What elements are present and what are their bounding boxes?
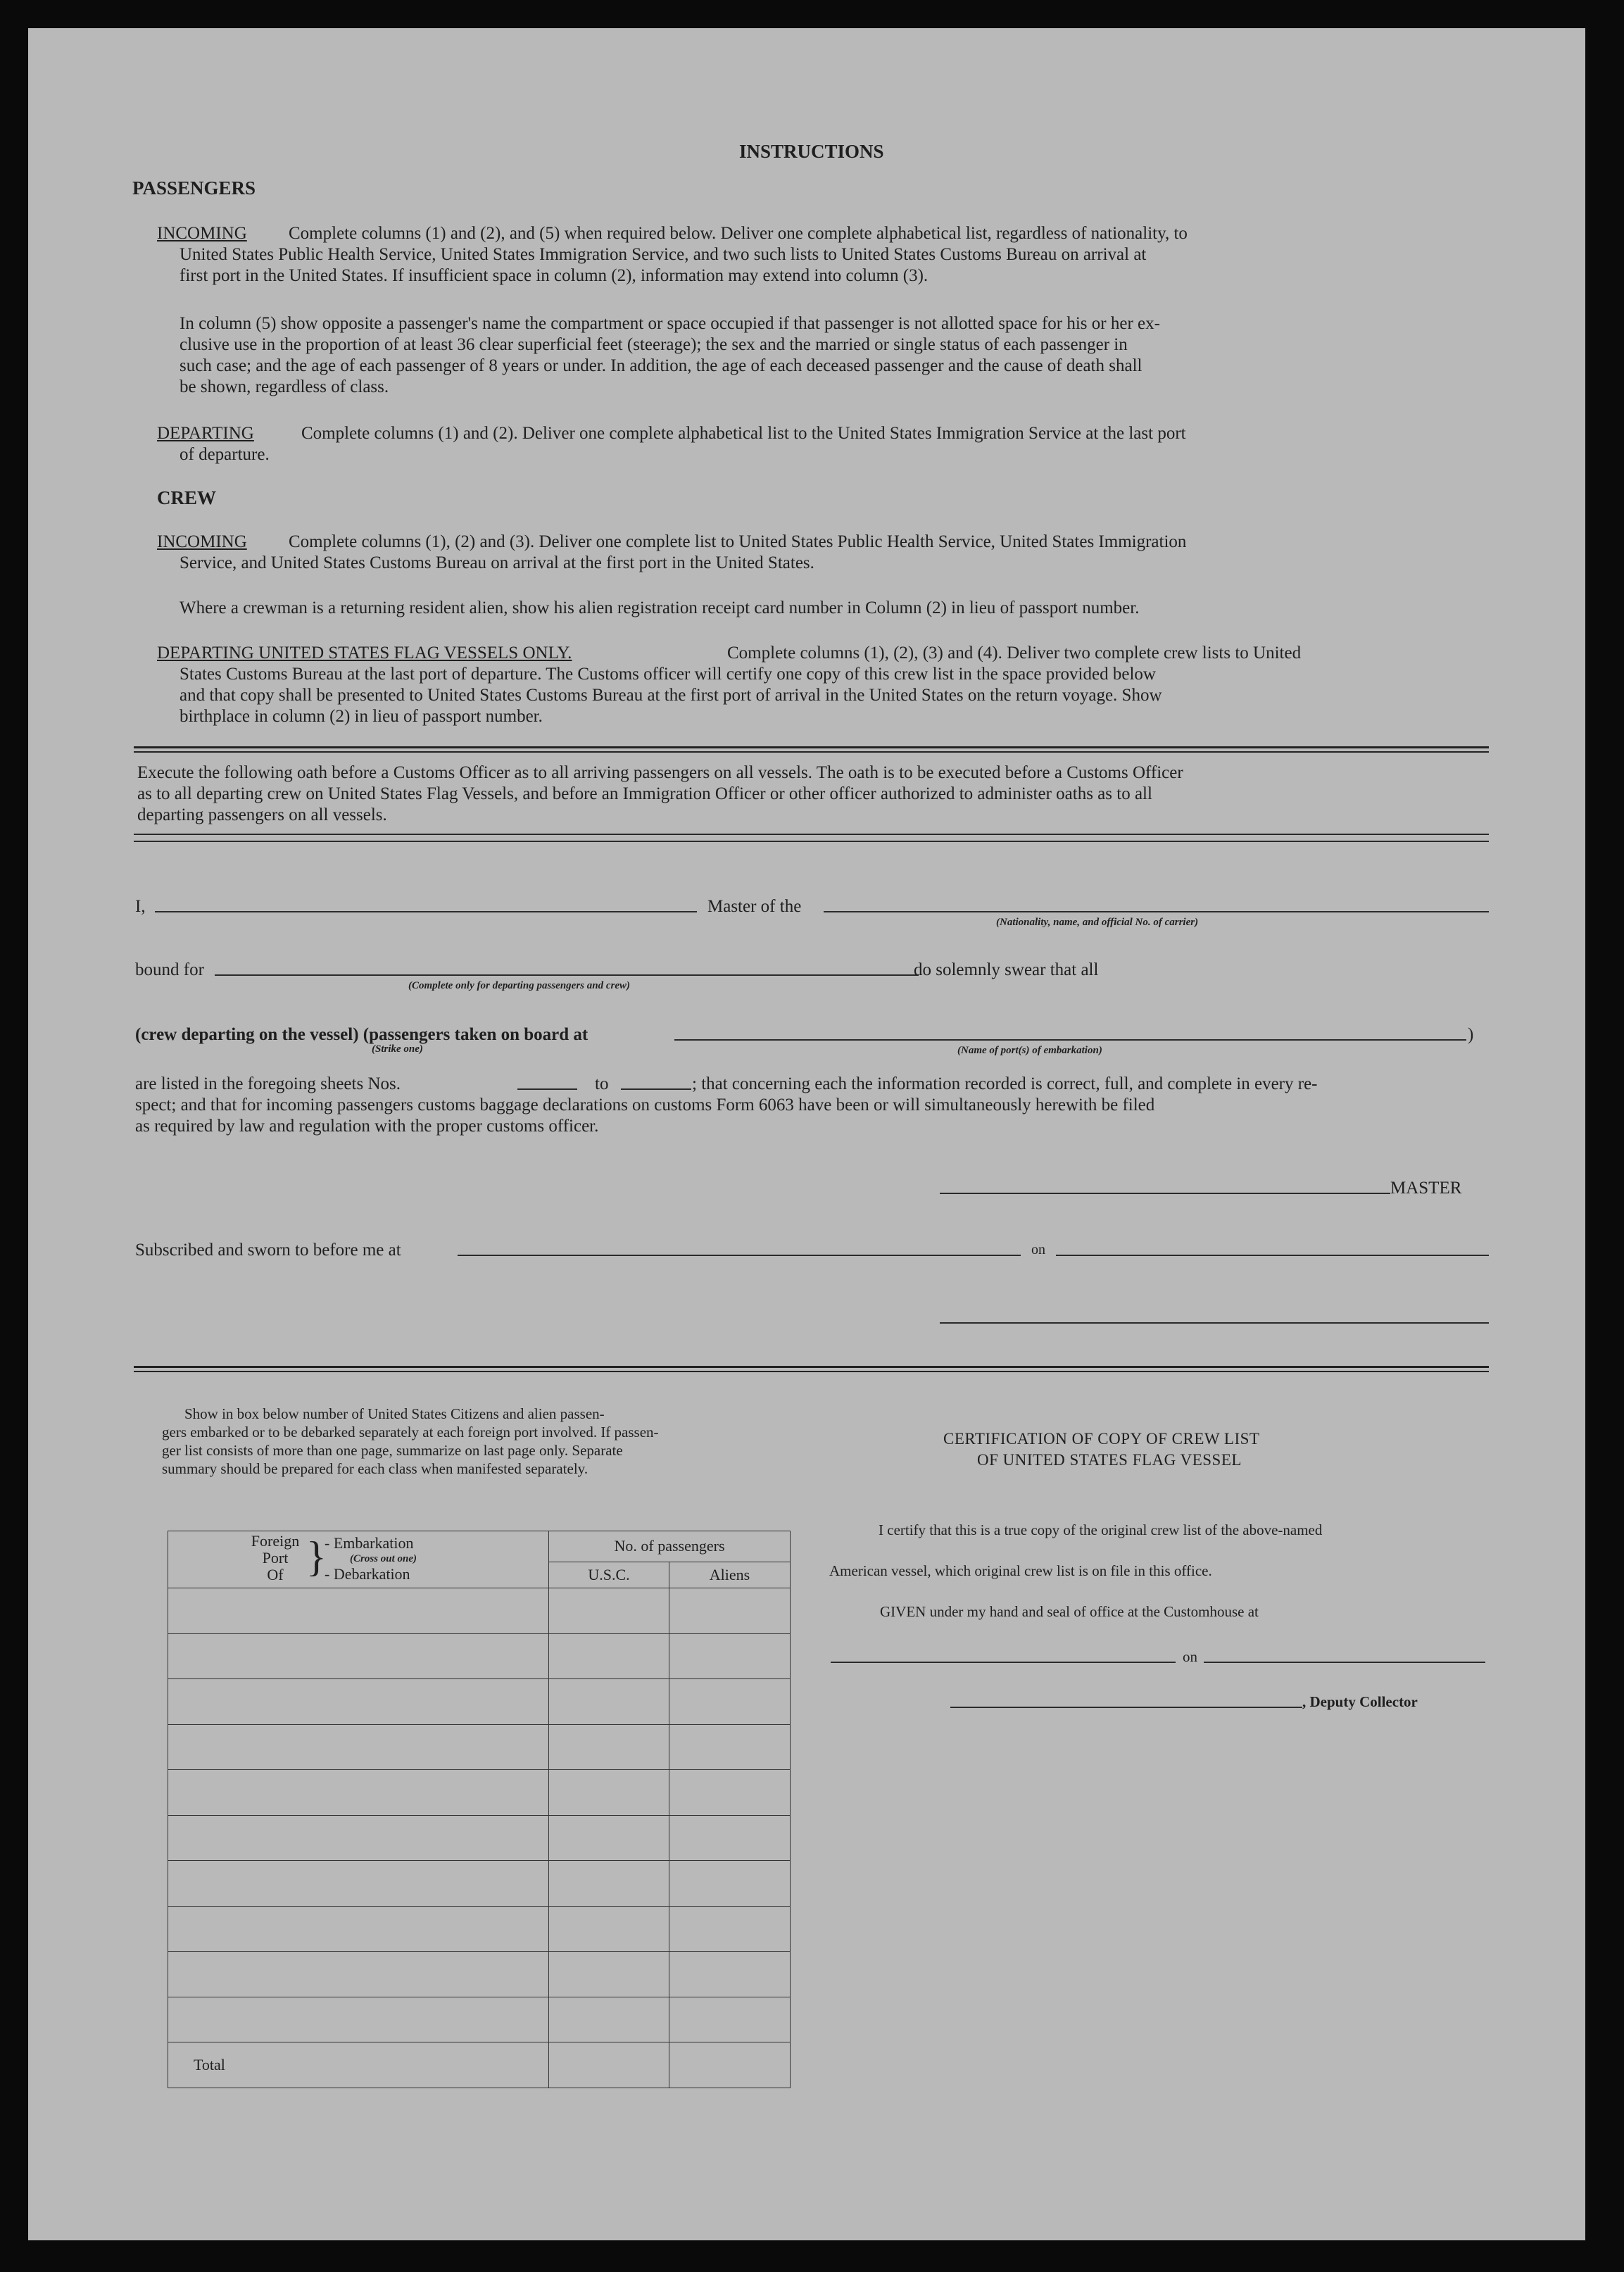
ports-note: (Name of port(s) of embarkation) — [957, 1045, 1102, 1056]
passengers-incoming-text: United States Public Health Service, United States Immigration Service, and two such lists to United States Customs Bureau on arrival at — [180, 245, 1147, 264]
usc-header: U.S.C. — [549, 1562, 669, 1588]
usc-cell[interactable] — [549, 1679, 669, 1725]
sheet-from-field[interactable] — [517, 1088, 577, 1090]
sheet-to-field[interactable] — [621, 1088, 691, 1090]
oath-i-label: I, — [135, 897, 146, 916]
crew-incoming-text: Complete columns (1), (2) and (3). Deliver one complete list to United States Public Health Service, United States Immigration — [289, 532, 1187, 551]
carrier-note: (Nationality, name, and official No. of carrier) — [996, 917, 1199, 928]
summary-note: summary should be prepared for each class when manifested separately. — [162, 1460, 588, 1477]
usc-cell[interactable] — [549, 1588, 669, 1634]
crew-departing-text: (crew departing on the vessel) (passengers taken on board at — [135, 1025, 588, 1044]
subscribed-label: Subscribed and sworn to before me at — [135, 1241, 401, 1260]
form-page — [28, 28, 1585, 2240]
aliens-cell[interactable] — [669, 1633, 791, 1679]
oath-body-text: as required by law and regulation with the proper customs officer. — [135, 1117, 599, 1136]
usc-cell[interactable] — [549, 1633, 669, 1679]
aliens-cell[interactable] — [669, 1588, 791, 1634]
oath-intro: Execute the following oath before a Customs Officer as to all arriving passengers on all vessels. The oath is to be executed before a Customs Officer — [137, 763, 1183, 782]
column5-text: be shown, regardless of class. — [180, 377, 389, 396]
certification-text: GIVEN under my hand and seal of office at the Customhouse at — [880, 1603, 1259, 1620]
port-cell[interactable] — [168, 1724, 549, 1770]
aliens-cell[interactable] — [669, 1770, 791, 1816]
brace-glyph: } — [306, 1533, 327, 1580]
certification-title: OF UNITED STATES FLAG VESSEL — [977, 1451, 1242, 1469]
section-divider — [134, 841, 1489, 842]
usc-cell[interactable] — [549, 1861, 669, 1907]
crew-departing-text: Complete columns (1), (2), (3) and (4). Deliver two complete crew lists to United — [727, 644, 1302, 663]
total-usc-cell[interactable] — [549, 2042, 669, 2088]
crew-incoming-label: INCOMING — [157, 532, 247, 551]
usc-cell[interactable] — [549, 1815, 669, 1861]
aliens-cell[interactable] — [669, 1815, 791, 1861]
usc-cell[interactable] — [549, 1770, 669, 1816]
customhouse-field[interactable] — [831, 1662, 1176, 1663]
crew-resident-text: Where a crewman is a returning resident alien, show his alien registration receipt card number in Column (2) in lieu of passport number. — [180, 598, 1140, 617]
port-cell[interactable] — [168, 1679, 549, 1725]
of-label: Of — [267, 1566, 284, 1583]
aliens-cell[interactable] — [669, 1724, 791, 1770]
master-label: MASTER — [1390, 1179, 1462, 1198]
certification-text: American vessel, which original crew list is on file in this office. — [829, 1562, 1212, 1579]
port-cell[interactable] — [168, 1997, 549, 2042]
certification-text: I certify that this is a true copy of the original crew list of the above-named — [879, 1521, 1323, 1538]
oath-intro: as to all departing crew on United States Flag Vessels, and before an Immigration Officer or other officer authorized to administer oaths as to all — [137, 784, 1152, 803]
passenger-summary-table — [168, 1531, 791, 2088]
bound-for-note: (Complete only for departing passengers and crew) — [408, 980, 630, 991]
foreign-label: Foreign — [251, 1532, 300, 1550]
swear-text: do solemnly swear that all — [914, 960, 1099, 979]
aliens-header: Aliens — [669, 1562, 791, 1588]
strike-one-note: (Strike one) — [372, 1043, 423, 1055]
sworn-date-field[interactable] — [1056, 1255, 1489, 1256]
carrier-field[interactable] — [824, 911, 1489, 912]
section-divider — [134, 746, 1489, 753]
deputy-signature-field[interactable] — [950, 1707, 1302, 1708]
certification-date-field[interactable] — [1204, 1662, 1485, 1663]
summary-note: Show in box below number of United States Citizens and alien passen- — [184, 1405, 605, 1422]
usc-cell[interactable] — [549, 1997, 669, 2042]
certification-on-label: on — [1183, 1648, 1197, 1665]
master-signature-field[interactable] — [940, 1193, 1390, 1194]
column5-text: clusive use in the proportion of at least 36 clear superficial feet (steerage); the sex and the married or single status of each passenger in — [180, 335, 1128, 354]
total-label: Total — [168, 2042, 549, 2088]
sworn-place-field[interactable] — [458, 1255, 1021, 1256]
oath-body-text: are listed in the foregoing sheets Nos. — [135, 1074, 401, 1093]
master-name-field[interactable] — [155, 911, 697, 912]
port-cell[interactable] — [168, 1588, 549, 1634]
crew-departing-text: States Customs Bureau at the last port of departure. The Customs officer will certify one copy of this crew list in the space provided below — [180, 665, 1156, 684]
passengers-heading: PASSENGERS — [132, 177, 256, 199]
passengers-incoming-text: first port in the United States. If insufficient space in column (2), information may extend into column (3). — [180, 266, 929, 285]
page-title: INSTRUCTIONS — [739, 141, 884, 162]
section-divider — [134, 1366, 1489, 1372]
summary-note: gers embarked or to be debarked separately at each foreign port involved. If passen- — [162, 1424, 659, 1441]
crew-heading: CREW — [157, 487, 217, 508]
port-cell[interactable] — [168, 1633, 549, 1679]
debarkation-label: - Debarkation — [325, 1565, 410, 1583]
crew-incoming-text: Service, and United States Customs Bureau on arrival at the first port in the United States. — [180, 553, 814, 572]
port-cell[interactable] — [168, 1906, 549, 1952]
port-header-cell — [168, 1531, 549, 1588]
aliens-cell[interactable] — [669, 1861, 791, 1907]
summary-note: ger list consists of more than one page, summarize on last page only. Separate — [162, 1442, 623, 1459]
oath-body-text: ; that concerning each the information recorded is correct, full, and complete in every re- — [692, 1074, 1318, 1093]
port-cell[interactable] — [168, 1861, 549, 1907]
port-cell[interactable] — [168, 1770, 549, 1816]
aliens-cell[interactable] — [669, 1952, 791, 1997]
column5-text: In column (5) show opposite a passenger's name the compartment or space occupied if that passenger is not allotted space for his or her ex- — [180, 314, 1160, 333]
port-cell[interactable] — [168, 1815, 549, 1861]
crew-departing-label: DEPARTING UNITED STATES FLAG VESSELS ONLY. — [157, 644, 572, 663]
passengers-incoming-text: Complete columns (1) and (2), and (5) when required below. Deliver one complete alphabetical list, regardless of nationality, to — [289, 224, 1188, 243]
passengers-departing-text: of departure. — [180, 445, 270, 464]
passengers-departing-label: DEPARTING — [157, 424, 254, 443]
master-of-label: Master of the — [707, 897, 802, 916]
deputy-collector-label: , Deputy Collector — [1302, 1693, 1418, 1710]
port-cell[interactable] — [168, 1952, 549, 1997]
section-divider — [134, 834, 1489, 835]
crew-departing-text: birthplace in column (2) in lieu of passport number. — [180, 707, 543, 726]
cross-out-note: (Cross out one) — [350, 1553, 417, 1564]
embarkation-ports-field[interactable] — [674, 1039, 1466, 1041]
close-paren: ) — [1468, 1025, 1474, 1044]
oath-body-text: spect; and that for incoming passengers customs baggage declarations on customs Form 6063 have been or will simultaneously herewith be filed — [135, 1096, 1155, 1115]
column5-text: such case; and the age of each passenger of 8 years or under. In addition, the age of each deceased passenger and the cause of death shall — [180, 356, 1143, 375]
aliens-cell[interactable] — [669, 1679, 791, 1725]
oath-body-text: to — [595, 1074, 609, 1093]
crew-departing-text: and that copy shall be presented to United States Customs Bureau at the first port of arrival in the United States on the return voyage. Show — [180, 686, 1162, 705]
total-aliens-cell[interactable] — [669, 2042, 791, 2088]
aliens-cell[interactable] — [669, 1997, 791, 2042]
no-passengers-header: No. of passengers — [549, 1531, 791, 1562]
officer-signature-field[interactable] — [940, 1322, 1489, 1324]
usc-cell[interactable] — [549, 1724, 669, 1770]
passengers-departing-text: Complete columns (1) and (2). Deliver one complete alphabetical list to the United States Immigration Service at the last port — [301, 424, 1186, 443]
on-label: on — [1031, 1242, 1045, 1257]
bound-for-label: bound for — [135, 960, 204, 979]
embarkation-label: - Embarkation — [325, 1534, 414, 1552]
bound-for-field[interactable] — [215, 974, 919, 976]
port-label: Port — [262, 1549, 289, 1567]
usc-cell[interactable] — [549, 1952, 669, 1997]
oath-intro: departing passengers on all vessels. — [137, 805, 387, 824]
aliens-cell[interactable] — [669, 1906, 791, 1952]
certification-title: CERTIFICATION OF COPY OF CREW LIST — [943, 1430, 1260, 1448]
usc-cell[interactable] — [549, 1906, 669, 1952]
passengers-incoming-label: INCOMING — [157, 224, 247, 243]
